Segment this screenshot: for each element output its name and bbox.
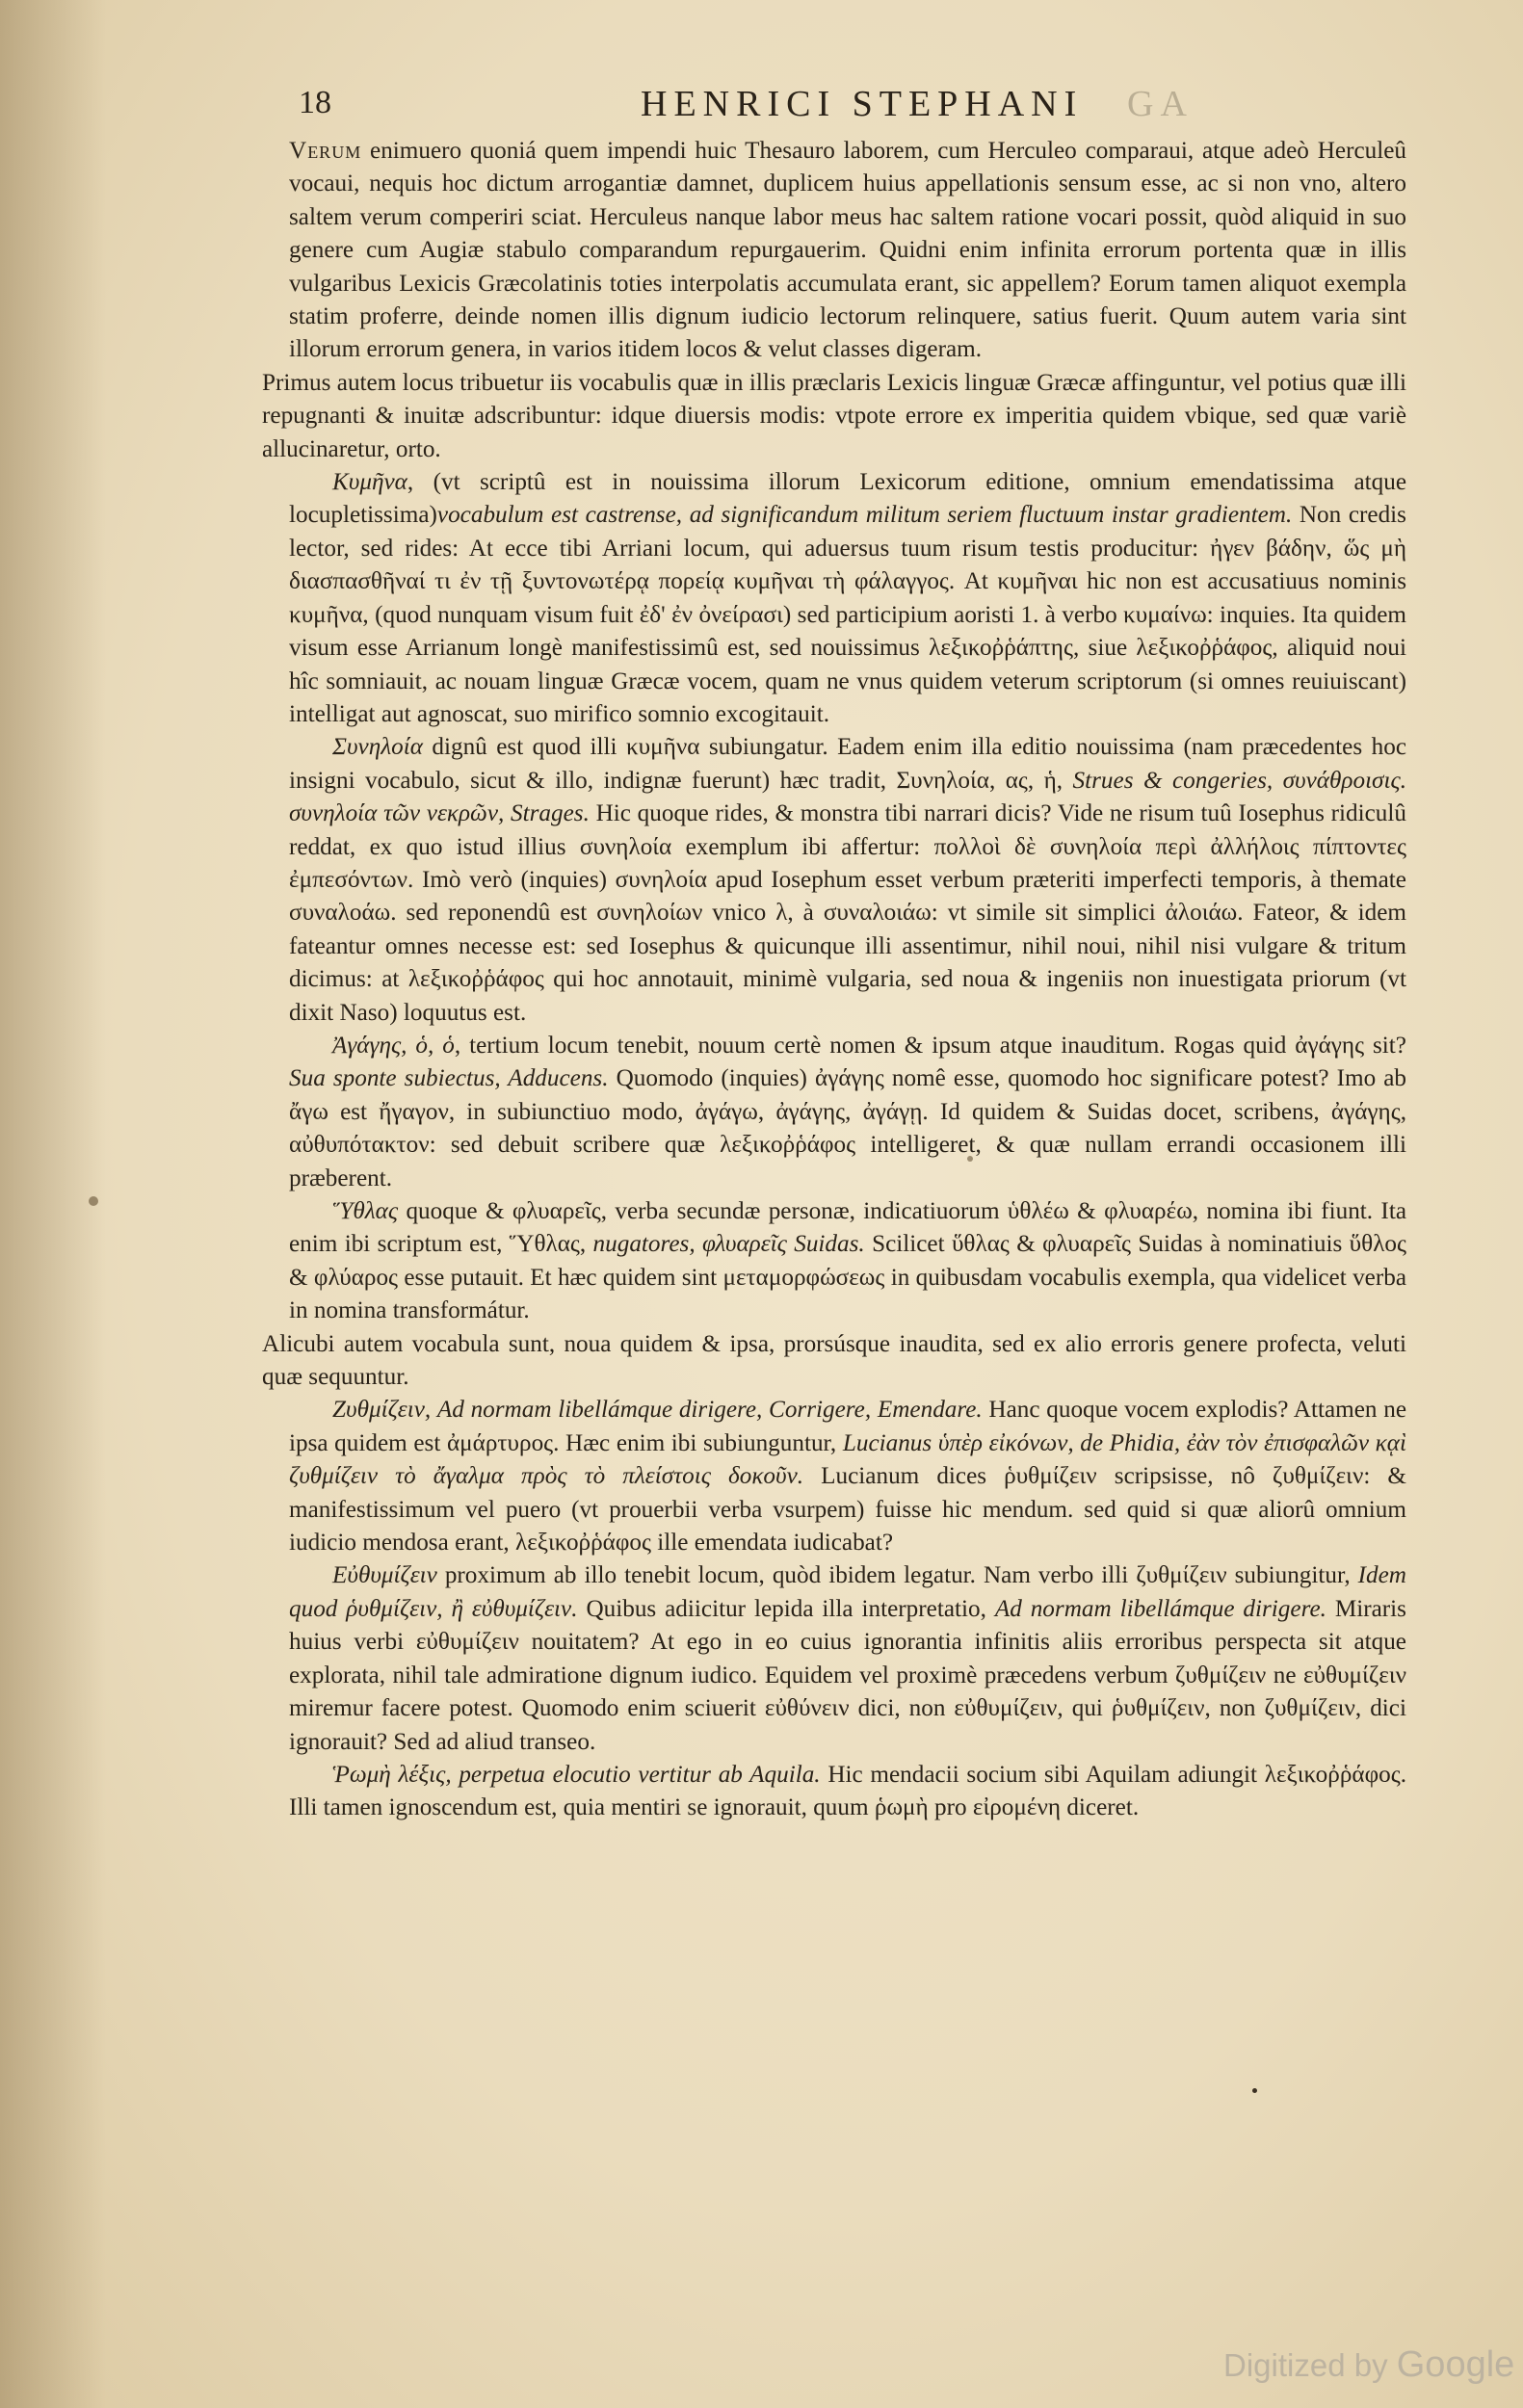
paragraph-text: Hic mendacii socium sibi Aquilam adiungit λεξικοῤῥάφος. Illi tamen ignoscendum est, quia mentiri se ignorauit, quum ῥωμὴ pro εἰρομένη diceret. [289,1761,1406,1821]
paragraph-4 [289,731,1406,1030]
paragraph-text: Miraris huius verbi εὐθυμίζειν nouitatem? At ego in eo cuius ignorantia infinitis aliis erroribus perspecta sit atque explorata, nihil tale admiratione dignum iudico. Equidem vel proximè præcedens verbum ζυθμίζειν ne εὐθυμίζειν miremur facere potest. Quomodo enim sciuerit εὐθύνειν dici, non εὐθυμίζειν, qui ῥυθμίζειν, non ζυθμίζειν, dici ignorauit? Sed ad aliud transeo. [289,1595,1406,1755]
paragraph-9 [289,1559,1406,1758]
paragraph-text: dignû est quod illi κυμῆνα subiungatur. Eadem enim illa editio nouissima (nam præcedentes hoc insigni vocabulo, sicut & illo, indignæ fuerunt) hæc tradit, Συνηλοία, ας, ἡ, [289,734,1406,794]
headword: Εὐθυμίζειν [332,1562,437,1589]
paragraph-text: , tertium locum tenebit, nouum certè nomen & ipsum atque inauditum. Rogas quid ἀγάγης sit? [454,1032,1406,1059]
paragraph-text: Non credis lector, sed rides: At ecce tibi Arriani locum, qui aduersus tuum risum testis producitur: ἠγεν βάδην, ὥς μὴ διασπασθῆναί τι ἐν τῇ ξυντονωτέρᾳ πορείᾳ κυμῆναι τὴ φάλαγγος. At κυμῆναι hic non est accusatiuus nominis κυμῆνα, (quod nunquam visum fuit ἐδ' ἐν ὀνείρασι) sed participium aoristi 1. à verbo κυμαίνω: inquies. Ita quidem visum esse Arrianum longè manifestissimû est, sed nouissimus λεξικοῤῥάπτης, siue λεξικοῤῥάφος, aliquid noui hîc somniauit, ac nouam linguæ Græcæ vocem, quam ne vnus quidem veterum scriptorum (si omnes reuiuiscant) intelligat aut agnoscat, suo mirifico somnio excogitauit. [289,502,1406,727]
paragraph-8 [289,1394,1406,1559]
paragraph-text: Scilicet ὕθλας & φλυαρεῖς Suidas à nominatiuis ὕθλος & φλύαρος esse putauit. Et hæc quidem sint μεταμορφώσεως in quibusdam vocabulis exempla, qua videlicet verba in nomina transformátur. [289,1231,1406,1324]
paragraph-2 [262,367,1406,466]
running-head: HENRICI STEPHANI [641,84,1084,124]
watermark-prefix: Digitized by [1223,2347,1397,2383]
italic-gloss: nugatores, φλυαρεῖς Suidas. [592,1231,865,1258]
paragraph-text: Quibus adiicitur lepida illa interpretatio, [577,1595,995,1622]
italic-gloss: Ad normam libellámque dirigere. [994,1595,1326,1622]
paragraph-5 [289,1030,1406,1195]
headword: Συνηλοία [332,734,423,761]
paragraph-3 [289,466,1406,731]
paragraph-6 [289,1195,1406,1328]
headword: Κυμῆνα [332,469,407,496]
paragraph-text: Hanc quoque vocem explodis? Attamen ne ipsa quidem est ἀμάρτυρος. Hæc enim ibi subiunguntur, [289,1397,1406,1456]
italic-gloss: Idem quod ῥυθμίζειν, ἢ εὐθυμίζειν. [289,1562,1406,1622]
italic-gloss: Ad normam libellámque dirigere, Corrigere, Emendare. [431,1397,983,1424]
headword: Ἀγάγης, ὁ, ὁ [332,1032,455,1059]
headword: Ὕθλας [332,1198,399,1224]
ink-dot [1252,2088,1257,2093]
drop-word: Verum [289,138,362,164]
headword: Ζυθμίζειν, [332,1397,432,1424]
paragraph-text: proximum ab illo tenebit locum, quòd ibidem legatur. Nam verbo illi ζυθμίζειν subiungitur, [436,1562,1358,1589]
headword: Ῥωμὴ λέξις, [332,1761,452,1788]
italic-gloss: perpetua elocutio vertitur ab Aquila. [451,1761,821,1788]
paragraph-text: Hic quoque rides, & monstra tibi narrari dicis? Vide ne risum tuû Iosephus ridiculû reddat, ex quo istud illius συνηλοία exemplum ibi affertur: πολλοὶ δὲ συνηλοία περὶ ἀλλήλοις πίπτοντες ἐμπεσόντων. Imò verò (inquies) συνηλοία apud Iosephum esset verbum præteriti imperfecti temporis, à themate συναλοάω. sed reponendû est συνηλοίων vnico λ, à συναλοιάω: vt simile sit simplici ἀλοιάω. Fateor, & idem fateantur omnes necesse est: sed Iosephus & quicunque illi assentimur, nihil noui, nihil nisi vulgare & tritum dicimus: at λεξικοῤῥάφος qui hoc annotauit, minimè vulgaria, sed noua & ingeniis non inuestigata priorum (vt dixit Naso) loquutus est. [289,800,1406,1026]
paragraph-text: Alicubi autem vocabula sunt, noua quidem & ipsa, prorsúsque inaudita, sed ex alio erroris genere profecta, veluti quæ sequuntur. [262,1330,1406,1391]
paragraph-text: Quomodo (inquies) ἀγάγης nomê esse, quomodo hoc significare potest? Imo ab ἄγω est ἤγαγον, in subiunctiuo modo, ἀγάγω, ἀγάγης, ἀγάγῃ. Id quidem & Suidas docet, scribens, ἀγάγης, αὐθυπότακτον: sed debuit scribere quæ λεξικοῤῥάφος intelligeret, & quæ nullam errandi occasionem illi præberent. [289,1065,1407,1191]
paragraph-text: Lucianum dices ῥυθμίζειν scripsisse, nô ζυθμίζειν: & manifestissimum vel puero (vt prouerbii verba vsurpem) fuisse hic mendum. sed quid si quæ aliorû omnium iudicio mendosa erant, λεξικοῤῥάφος ille emendata iudicabat? [289,1463,1406,1557]
paragraph-text: enimuero quoniá quem impendi huic Thesauro laborem, cum Herculeo comparaui, atque adeò Herculeû vocaui, nequis hoc dictum arrogantiæ damnet, duplicem huius appellationis sensum esse, ac si non vno, altero saltem verum comperiri sciat. Herculeus nanque labor meus hac saltem ratione vocari possit, quòd aliquid in suo genere cum Augiæ stabulo comparandum repurgauerim. Quidni enim infinita errorum portenta quæ in illis vulgaribus Lexicis Græcolatinis toties interpolatis accumulata erant, sic appellem? Eorum tamen aliquot exempla statim proferre, deinde nomen illis dignum iudicio lectorum relinquere, satius fuerit. Quum autem varia sint illorum errorum genera, in varios itidem locos & velut classes digeram. [289,138,1406,363]
italic-gloss: vocabulum est castrense, ad significandum militum seriem fluctuum instar gradientem. [436,502,1293,529]
paper-spot [89,1196,98,1206]
body-text [262,135,1407,1825]
paragraph-text: , (vt scriptû est in nouissima illorum Lexicorum editione, omnium emendatissima atque locupletissima) [289,469,1406,529]
digitized-watermark [1223,2344,1514,2386]
italic-citation: Lucianus ὑπὲρ εἰκόνων, de Phidia, ἐὰν τὸν ἐπισφαλῶν κᾳὶ ζυθμίζειν τὸ ἄγαλμα πρὸς τὸ πλείστοις δοκοῦν. [289,1429,1406,1490]
paragraph-1 [289,135,1406,367]
running-head-bleed: GA [1127,84,1194,124]
paragraph-7 [262,1328,1406,1395]
paragraph-text: quoque & φλυαρεῖς, verba secundæ personæ, indicatiuorum ὑθλέω & φλυαρέω, nomina ibi fiunt. Ita enim ibi scriptum est, Ὕθλας, [289,1198,1406,1258]
page-number: 18 [299,85,331,120]
paragraph-text: Primus autem locus tribuetur iis vocabulis quæ in illis præclaris Lexicis linguæ Græcæ affinguntur, vel potius quæ illi repugnanti & inuitæ adscribuntur: idque diuersis modis: vtpote errore ex imperitia quidem vbique, sed quæ variè allucinaretur, orto. [262,369,1406,462]
italic-gloss: Sua sponte subiectus, Adducens. [289,1065,609,1092]
italic-gloss: Strues & congeries, συνάθροισις. συνηλοία τῶν νεκρῶν, Strages. [289,767,1406,827]
paragraph-10 [289,1759,1406,1825]
google-logo: Google [1396,2344,1515,2385]
page-header [299,79,1243,127]
